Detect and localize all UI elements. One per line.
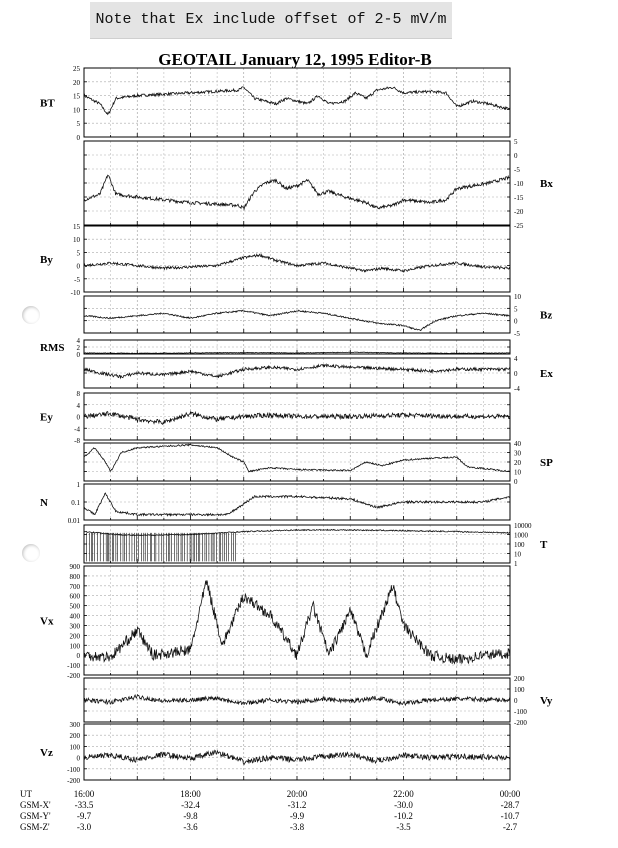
by-tick-label: 15 [73,223,80,231]
vx-tick-label: 0 [76,652,80,661]
orbit-value-ut: 20:00 [286,789,308,799]
vx-tick-label: 300 [69,622,80,631]
ey-panel-label: Ey [40,411,53,424]
bx-tick-label: -15 [514,194,524,202]
bt-tick-label: 10 [73,106,80,115]
bz-panel-label: Bz [540,309,553,322]
vx-tick-label: 500 [69,602,80,611]
vx-tick-label: 700 [69,582,80,591]
by-panel-label: By [40,254,53,266]
orbit-value-gsmy: -9.8 [183,811,198,821]
vx-tick-label: 200 [69,632,80,641]
orbit-value-gsmz: -3.6 [183,822,198,832]
n-tick-label: 1 [76,481,80,489]
vy-panel-label: Vy [540,695,553,707]
t-tick-label: 1000 [514,531,528,540]
vy-tick-label: -100 [514,708,527,716]
bt-tick-label: 5 [76,120,80,129]
by-tick-label: 5 [76,249,80,258]
vz-tick-label: 200 [69,732,80,741]
sp-tick-label: 10 [514,468,521,477]
bz-tick-label: 0 [514,317,518,326]
t-tick-label: 10000 [514,522,532,530]
vz-tick-label: 100 [69,743,80,752]
orbit-value-gsmz: -3.0 [76,822,92,832]
bt-tick-label: 20 [73,78,80,87]
orbit-row-label-ut: UT [20,789,32,799]
bx-tick-label: -20 [514,208,524,216]
vz-tick-label: -200 [67,777,80,785]
by-tick-label: 0 [76,262,80,271]
sp-tick-label: 0 [514,478,518,486]
vx-tick-label: 100 [69,642,80,651]
t-tick-label: 100 [514,541,525,549]
orbit-value-gsmy: -10.7 [500,811,520,821]
vx-panel-label: Vx [40,615,54,628]
orbit-row-label-gsmy: GSM-Y' [20,811,51,821]
orbit-value-ut: 16:00 [73,789,95,799]
t-tick-label: 10 [514,550,521,559]
bx-tick-label: 0 [514,152,518,160]
n-tick-label: 0.1 [71,499,80,507]
orbit-value-gsmz: -3.5 [396,822,411,832]
bx-tick-label: 5 [514,138,518,146]
vz-tick-label: -100 [67,765,80,774]
chart-title: GEOTAIL January 12, 1995 Editor-B [158,50,432,69]
rms-panel-label: RMS [40,342,65,354]
ex-tick-label: 0 [514,370,518,378]
vy-tick-label: 0 [514,697,518,705]
bt-tick-label: 25 [73,65,80,73]
by-tick-label: -5 [74,275,80,284]
vx-tick-label: -100 [67,662,80,671]
ey-tick-label: -8 [74,437,80,445]
t-tick-label: 1 [514,560,518,568]
bt-data-line [84,87,510,115]
orbit-value-gsmy: -9.7 [76,811,92,821]
orbit-value-gsmx: -33.5 [74,800,94,810]
bt-panel-label: BT [40,97,55,110]
vz-tick-label: 0 [76,754,80,763]
rms-tick-label: 2 [76,344,80,352]
orbit-value-gsmy: -10.2 [394,811,413,821]
sp-tick-label: 40 [514,440,521,448]
n-tick-label: 0.01 [67,517,80,525]
ex-tick-label: -4 [514,385,520,393]
offset-note: Note that Ex include offset of 2-5 mV/m [90,2,452,39]
bz-tick-label: 10 [514,293,521,301]
orbit-value-ut: 22:00 [393,789,414,799]
vy-tick-label: -200 [514,719,527,727]
orbit-value-ut: 00:00 [499,789,521,799]
vx-tick-label: 600 [69,592,80,601]
bx-tick-label: -10 [514,180,524,188]
vx-tick-label: 800 [69,572,80,581]
orbit-value-gsmx: -31.2 [287,800,307,810]
bt-panel-frame [84,68,510,137]
by-tick-label: 10 [73,236,80,245]
orbit-value-gsmx: -30.0 [394,800,413,810]
vz-panel-label: Vz [40,747,53,759]
orbit-value-gsmx: -32.4 [181,800,200,810]
ey-tick-label: -4 [74,425,80,434]
ex-panel-label: Ex [540,368,553,380]
vx-tick-label: -200 [67,672,80,680]
bt-tick-label: 0 [76,134,80,142]
bz-tick-label: -5 [514,330,520,338]
sp-tick-label: 20 [514,459,521,467]
orbit-value-ut: 18:00 [180,789,201,799]
rms-tick-label: 0 [76,351,80,359]
bx-tick-label: -25 [514,222,524,230]
orbit-row-label-gsmz: GSM-Z' [20,822,50,832]
vy-tick-label: 200 [514,675,525,683]
t-panel-label: T [540,539,548,551]
sp-tick-label: 30 [514,449,521,458]
vy-tick-label: 100 [514,686,525,694]
orbit-row-label-gsmx: GSM-X' [20,800,51,810]
ey-tick-label: 4 [76,401,80,410]
orbit-value-gsmz: -3.8 [289,822,305,832]
ey-tick-label: 0 [76,413,80,422]
ex-tick-label: 4 [514,355,518,363]
bx-tick-label: -5 [514,166,520,174]
by-tick-label: -10 [70,289,80,297]
orbit-value-gsmx: -28.7 [500,800,520,810]
bx-panel-label: Bx [540,178,553,190]
bt-tick-label: 15 [73,92,80,101]
orbit-value-gsmz: -2.7 [502,822,518,832]
bz-tick-label: 5 [514,305,518,314]
sp-panel-label: SP [540,457,553,469]
orbit-value-gsmy: -9.9 [289,811,305,821]
vx-tick-label: 400 [69,612,80,621]
rms-tick-label: 4 [76,337,80,345]
ey-tick-label: 8 [76,390,80,398]
vz-tick-label: 300 [69,721,80,729]
bx-data-line [84,175,510,209]
n-panel-label: N [40,497,48,509]
vx-tick-label: 900 [69,563,80,571]
